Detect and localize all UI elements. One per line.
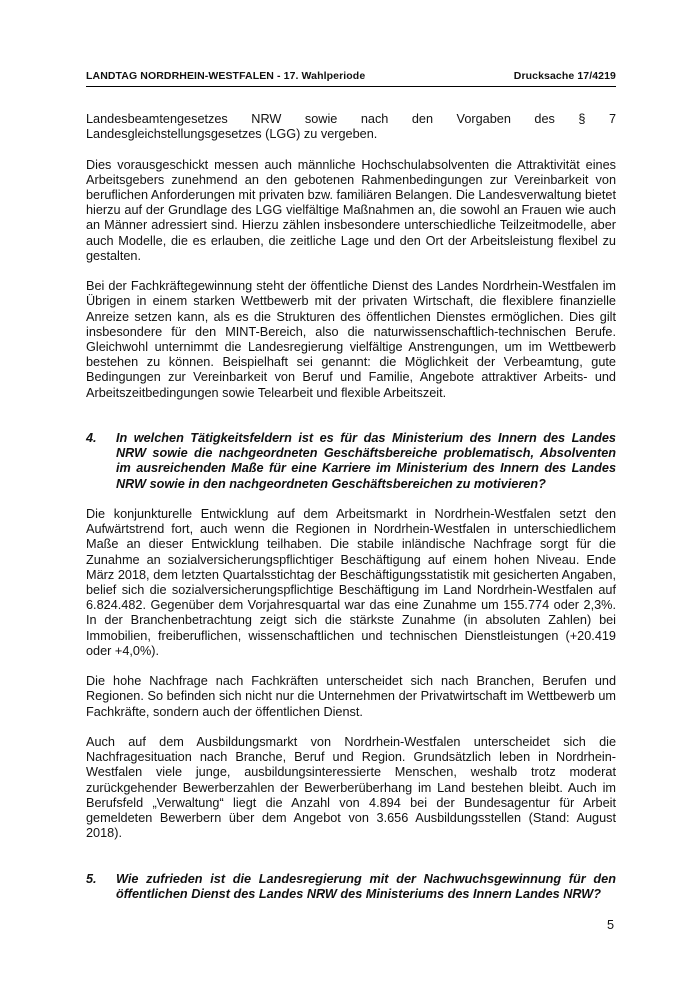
question-5-number: 5. xyxy=(86,871,97,886)
paragraph-3: Bei der Fachkräftegewinnung steht der öffentliche Dienst des Landes Nordrhein-Westfalen im Übrigen in einem starken Wettbewerb mit der privaten Wirtschaft, die flexiblere finanzielle Anreize setzen kann, als es die Strukturen des öffentlichen Dienstes ermöglichen. Dies gilt insbesondere für den MINT-Bereich, also die naturwissenschaftlich-technischen Berufe. Gleichwohl unternimmt die Landesregierung vielfältige Anstrengungen, um im Wettbewerb bestehen zu können. Beispielhaft sei genannt: die Möglichkeit der Verbeamtung, gute Bedingungen zur Vereinbarkeit von Beruf und Familie, Angebote attraktiver Arbeits- und Arbeitszeitbedingungen sowie Telearbeit und flexible Arbeitszeit. xyxy=(86,279,616,400)
paragraph-2: Dies vorausgeschickt messen auch männliche Hochschulabsolventen die Attraktivität eines Arbeitsgebers zunehmend an den gebotenen Rahmenbedingungen zur Vereinbarkeit von beruflichen Anforderungen mit privaten bzw. familiären Belangen. Die Landesverwaltung bietet hierzu auf der Grundlage des LGG vielfältige Maßnahmen an, die sowohl an Frauen wie auch an Männer adressiert sind. Hierzu zählen insbesondere unterschiedliche Teilzeitmodelle, aber auch Modelle, die es erlauben, die zeitliche Lage und den Ort der Arbeitsleistung flexibel zu gestalten. xyxy=(86,157,616,263)
document-body xyxy=(86,112,616,917)
paragraph-6: Auch auf dem Ausbildungsmarkt von Nordrhein-Westfalen unterscheidet sich die Nachfragesituation nach Branche, Beruf und Region. Grundsätzlich leben in Nordrhein-Westfalen viele junge, ausbildungsinteressierte Menschen, weshalb trotz moderat zurückgehender Bewerberzahlen der Bewerberüberhang im Land bestehen bleibt. Auch im Berufsfeld „Verwaltung“ liegt die Anzahl von 4.894 bei der Bundesagentur für Arbeit gemeldeten Bewerbern über dem Angebot von 3.656 Ausbildungsstellen (Stand: August 2018). xyxy=(86,735,616,841)
question-4-number: 4. xyxy=(86,431,97,446)
question-4 xyxy=(86,431,616,492)
question-5-text: Wie zufrieden ist die Landesregierung mit der Nachwuchsgewinnung für den öffentlichen Dienst des Landes NRW des Ministeriums des Innern Landes NRW? xyxy=(116,871,616,901)
header-title: LANDTAG NORDRHEIN-WESTFALEN - 17. Wahlperiode xyxy=(86,70,366,82)
paragraph-1: Landesbeamtengesetzes NRW sowie nach den Vorgaben des § 7 Landesgleichstellungsgesetzes (LGG) zu vergeben. xyxy=(86,112,616,142)
paragraph-4: Die konjunkturelle Entwicklung auf dem Arbeitsmarkt in Nordrhein-Westfalen setzt den Aufwärtstrend fort, auch wenn die Regionen in Nordrhein-Westfalen in unterschiedlichem Maße an dieser Entwicklung teilhaben. Die stabile inländische Nachfrage sorgt für die Zunahme an sozialversicherungspflichtiger Beschäftigung auf einem hohen Niveau. Ende März 2018, dem letzten Quartalsstichtag der Beschäftigungsstatistik mit gesicherten Angaben, belief sich die sozialversicherungspflichtige Beschäftigung im Land Nordrhein-Westfalen auf 6.824.482. Gegenüber dem Vorjahresquartal war das eine Zunahme um 155.774 oder 2,3%. In der Branchenbetrachtung zeigt sich die stärkste Zunahme (in absoluten Zahlen) bei Immobilien, freiberuflichen, wissenschaftlichen und technischen Dienstleistungen (+20.419 oder +4,0%). xyxy=(86,507,616,658)
header-drucksache: Drucksache 17/4219 xyxy=(513,70,616,82)
header-divider xyxy=(86,86,616,87)
question-4-text: In welchen Tätigkeitsfeldern ist es für das Ministerium des Innern des Landes NRW sowie die nachgeordneten Geschäftsbereiche problematisch, Absolventen im ausreichenden Maße für eine Karriere im Ministerium des Innern des Landes NRW sowie in den nachgeordneten Geschäftsbereichen zu motivieren? xyxy=(116,431,616,491)
paragraph-5: Die hohe Nachfrage nach Fachkräften unterscheidet sich nach Branchen, Berufen und Regionen. So befinden sich nicht nur die Unternehmen der Privatwirtschaft im Wettbewerb um Fachkräfte, sondern auch der öffentlichen Dienst. xyxy=(86,674,616,719)
page-number: 5 xyxy=(606,918,614,932)
question-5 xyxy=(86,872,616,902)
